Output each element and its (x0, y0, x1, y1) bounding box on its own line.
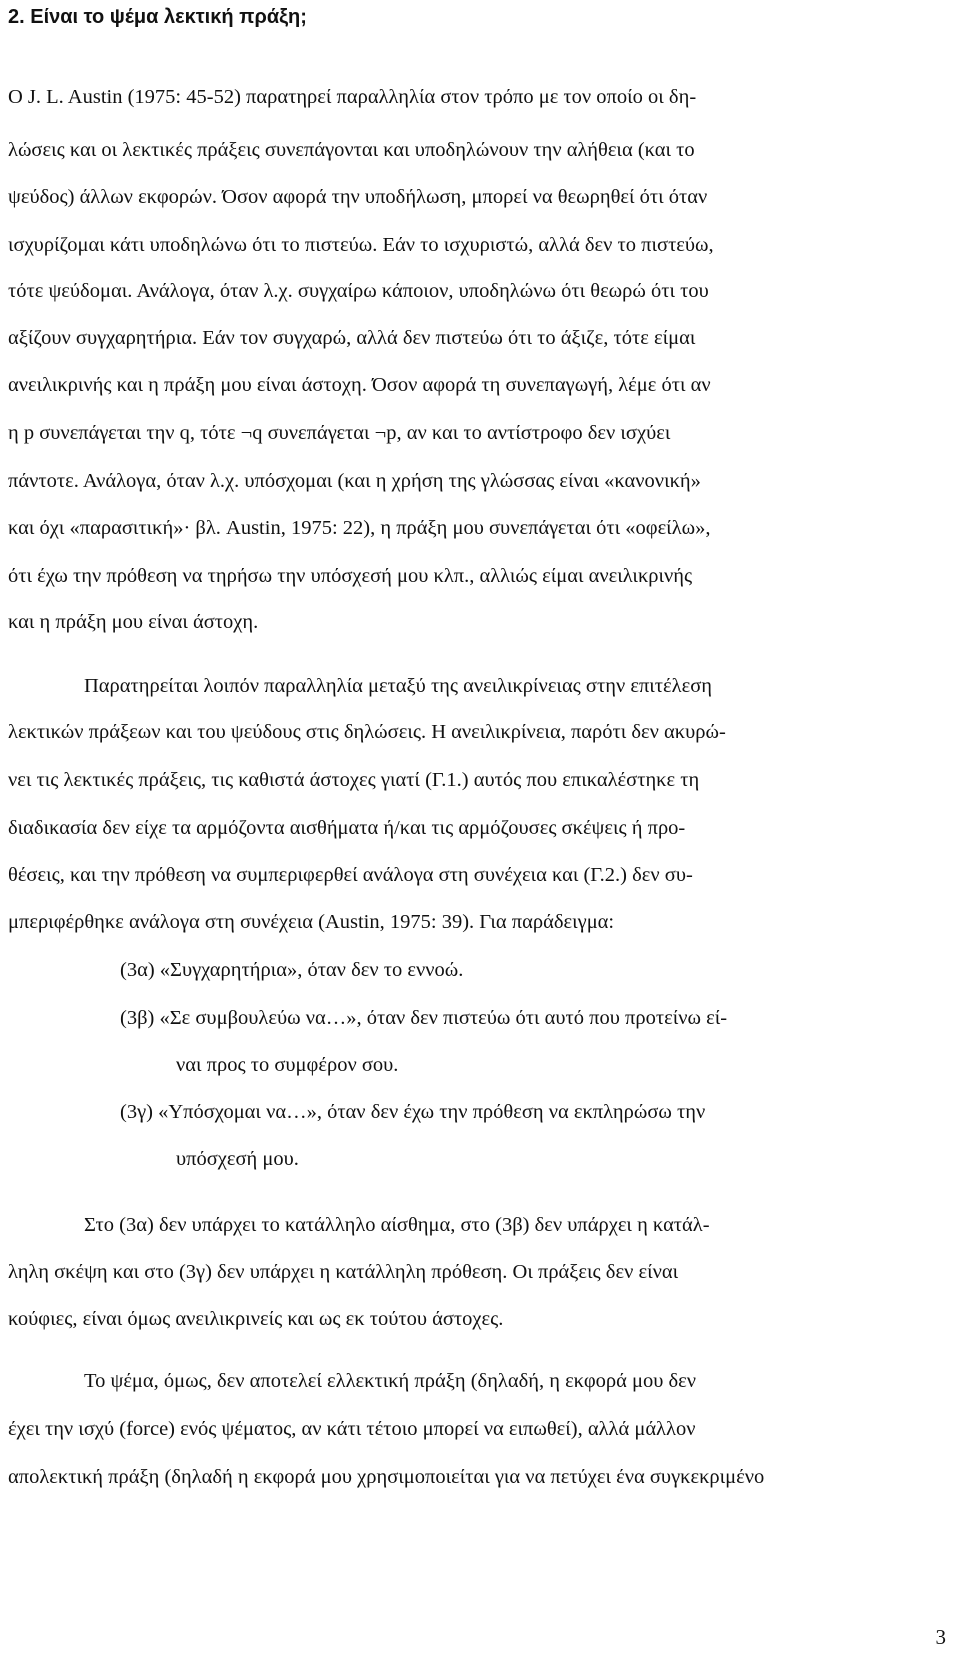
text-line: Στο (3α) δεν υπάρχει το κατάλληλο αίσθημα, στο (3β) δεν υπάρχει η κατάλ- (84, 1214, 710, 1236)
example-line: (3γ) «Υπόσχομαι να…», όταν δεν έχω την πρόθεση να εκπληρώσω την (120, 1101, 706, 1123)
text-line: τότε ψεύδομαι. Ανάλογα, όταν λ.χ. συγχαίρω κάποιον, υποδηλώνω ότι θεωρώ ότι του (8, 280, 709, 302)
text-line: Το ψέμα, όμως, δεν αποτελεί ελλεκτική πράξη (δηλαδή, η εκφορά μου δεν (84, 1370, 697, 1392)
text-line: έχει την ισχύ (force) ενός ψέματος, αν κάτι τέτοιο μπορεί να ειπωθεί), αλλά μάλλον (8, 1418, 696, 1440)
text-line: και όχι «παρασιτική»· βλ. Austin, 1975: 22), η πράξη μου συνεπάγεται ότι «οφείλω», (8, 517, 711, 539)
text-line: Ο J. L. Austin (1975: 45-52) παρατηρεί παραλληλία στον τρόπο με τον οποίο οι δη- (8, 86, 697, 108)
text-line: Παρατηρείται λοιπόν παραλληλία μεταξύ της ανειλικρίνειας στην επιτέλεση (84, 675, 712, 697)
example-line: (3α) «Συγχαρητήρια», όταν δεν το εννοώ. (120, 959, 464, 981)
text-line: ψεύδος) άλλων εκφορών. Όσον αφορά την υποδήλωση, μπορεί να θεωρηθεί ότι όταν (8, 186, 708, 208)
section-heading: 2. Είναι το ψέμα λεκτική πράξη; (8, 6, 307, 28)
text-line: πάντοτε. Ανάλογα, όταν λ.χ. υπόσχομαι (και η χρήση της γλώσσας είναι «κανονική» (8, 470, 701, 492)
text-line: και η πράξη μου είναι άστοχη. (8, 611, 259, 633)
text-line: κούφιες, είναι όμως ανειλικρινείς και ως εκ τούτου άστοχες. (8, 1308, 504, 1330)
text-line: διαδικασία δεν είχε τα αρμόζοντα αισθήματα ή/και τις αρμόζουσες σκέψεις ή προ- (8, 817, 686, 839)
text-line: αξίζουν συγχαρητήρια. Εάν τον συγχαρώ, αλλά δεν πιστεύω ότι το άξιζε, τότε είμαι (8, 327, 696, 349)
text-line: νει τις λεκτικές πράξεις, τις καθιστά άστοχες γιατί (Γ.1.) αυτός που επικαλέστηκε τη (8, 769, 700, 791)
example-line: (3β) «Σε συμβουλεύω να…», όταν δεν πιστεύω ότι αυτό που προτείνω εί- (120, 1007, 728, 1029)
text-line: απολεκτική πράξη (δηλαδή η εκφορά μου χρησιμοποιείται για να πετύχει ένα συγκεκριμένο (8, 1466, 765, 1488)
text-line: η p συνεπάγεται την q, τότε ¬q συνεπάγεται ¬p, αν και το αντίστροφο δεν ισχύει (8, 422, 671, 444)
text-line: λώσεις και οι λεκτικές πράξεις συνεπάγονται και υποδηλώνουν την αλήθεια (και το (8, 139, 695, 161)
page-number: 3 (935, 1625, 946, 1649)
example-line: υπόσχεσή μου. (176, 1148, 299, 1170)
text-line: μπεριφέρθηκε ανάλογα στη συνέχεια (Austin, 1975: 39). Για παράδειγμα: (8, 911, 615, 933)
text-line: ότι έχω την πρόθεση να τηρήσω την υπόσχεσή μου κλπ., αλλιώς είμαι ανειλικρινής (8, 565, 693, 587)
text-line: ισχυρίζομαι κάτι υποδηλώνω ότι το πιστεύω. Εάν το ισχυριστώ, αλλά δεν το πιστεύω, (8, 234, 714, 256)
example-line: ναι προς το συμφέρον σου. (176, 1054, 399, 1076)
text-line: ανειλικρινής και η πράξη μου είναι άστοχη. Όσον αφορά τη συνεπαγωγή, λέμε ότι αν (8, 374, 711, 396)
text-line: λεκτικών πράξεων και του ψεύδους στις δηλώσεις. Η ανειλικρίνεια, παρότι δεν ακυρώ- (8, 721, 726, 743)
text-line: θέσεις, και την πρόθεση να συμπεριφερθεί ανάλογα στη συνέχεια και (Γ.2.) δεν συ- (8, 864, 693, 886)
text-line: ληλη σκέψη και στο (3γ) δεν υπάρχει η κατάλληλη πρόθεση. Οι πράξεις δεν είναι (8, 1261, 679, 1283)
